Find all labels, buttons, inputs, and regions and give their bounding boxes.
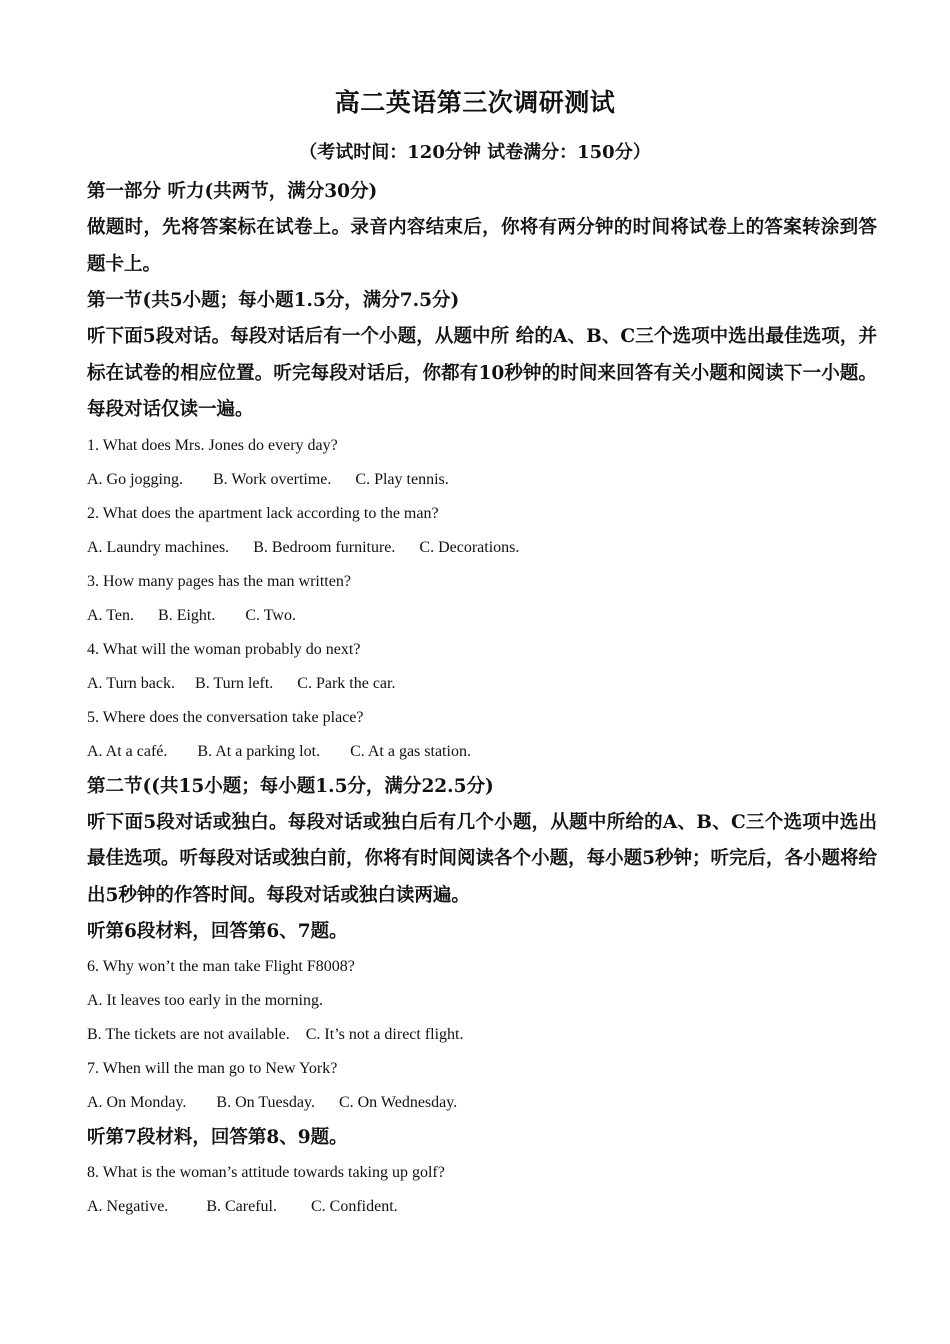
- question-stem: 2. What does the apartment lack according to the man?: [87, 504, 439, 522]
- question-stem: 5. Where does the conversation take place?: [87, 708, 364, 726]
- material6-heading: 听第6段材料，回答第6、7题。: [87, 921, 348, 942]
- option-c: C. Decorations.: [419, 538, 520, 556]
- option-a: A. At a café.: [87, 742, 168, 760]
- option-b: B. Eight.: [158, 606, 216, 624]
- exam-info: （考试时间：120分钟 试卷满分：150分）: [299, 142, 651, 163]
- question-options: [87, 735, 877, 769]
- question-stem: 1. What does Mrs. Jones do every day?: [87, 436, 338, 454]
- question-options: [87, 1190, 877, 1224]
- option-a: A. Negative.: [87, 1198, 169, 1215]
- option-a: A. On Monday.: [87, 1094, 187, 1111]
- question-options: [87, 1086, 877, 1120]
- option-c: C. At a gas station.: [350, 742, 471, 760]
- option-a: A. Ten.: [87, 606, 135, 624]
- option-c: C. Play tennis.: [355, 470, 449, 488]
- question-stem: 4. What will the woman probably do next?: [87, 640, 361, 658]
- section2-heading: 第二节((共15小题；每小题1.5分，满分22.5分): [87, 775, 494, 797]
- option-b: B. On Tuesday.: [216, 1094, 315, 1111]
- option-c: C. Two.: [245, 606, 296, 624]
- question-stem: 6. Why won’t the man take Flight F8008?: [87, 958, 355, 975]
- option-b: B. The tickets are not available.: [87, 1026, 290, 1043]
- part1-instructions: 做题时，先将答案标在试卷上。录音内容结束后，你将有两分钟的时间将试卷上的答案转涂到答题卡上。: [87, 217, 877, 275]
- option-b: B. Turn left.: [195, 674, 274, 692]
- question-stem: 7. When will the man go to New York?: [87, 1060, 338, 1077]
- question-stem: 8. What is the woman’s attitude towards taking up golf?: [87, 1164, 445, 1181]
- material7-heading: 听第7段材料，回答第8、9题。: [87, 1127, 348, 1148]
- question-options: [87, 599, 877, 633]
- option-a: A. Laundry machines.: [87, 538, 230, 556]
- option-c: C. Park the car.: [297, 674, 396, 692]
- question-options: [87, 667, 877, 701]
- option-b: B. Work overtime.: [213, 470, 332, 488]
- option-c: C. On Wednesday.: [338, 1094, 458, 1111]
- option-b: B. Careful.: [206, 1198, 277, 1215]
- section1-instructions: 听下面5段对话。每段对话后有一个小题，从题中所 给的A、B、C三个选项中选出最佳选项，并标在试卷的相应位置。听完每段对话后，你都有10秒钟的时间来回答有关小题和阅读下一小题。每段对话仅读一遍。: [87, 326, 877, 420]
- option-c: C. Confident.: [310, 1198, 398, 1215]
- section2-instructions: 听下面5段对话或独白。每段对话或独白后有几个小题，从题中所给的A、B、C三个选项中选出最佳选项。听每段对话或独白前，你将有时间阅读各个小题，每小题5秒钟；听完后，各小题将给出5秒钟的作答时间。每段对话或独白读两遍。: [87, 811, 877, 906]
- option-b: B. Bedroom furniture.: [253, 538, 396, 556]
- option-c: C. It’s not a direct flight.: [305, 1026, 464, 1043]
- question-options: [87, 531, 877, 565]
- option-a: A. It leaves too early in the morning.: [87, 992, 323, 1009]
- question-options: [87, 1018, 877, 1052]
- question-stem: 3. How many pages has the man written?: [87, 572, 351, 590]
- option-b: B. At a parking lot.: [197, 742, 321, 760]
- page-title: 高二英语第三次调研测试: [334, 88, 616, 117]
- part1-heading: 第一部分 听力(共两节，满分30分): [87, 181, 378, 202]
- option-a: A. Go jogging.: [87, 470, 183, 488]
- exam-content: [87, 174, 877, 1224]
- option-a: A. Turn back.: [87, 674, 176, 692]
- question-options: [87, 463, 877, 497]
- section1-heading: 第一节(共5小题；每小题1.5分，满分7.5分): [87, 290, 460, 311]
